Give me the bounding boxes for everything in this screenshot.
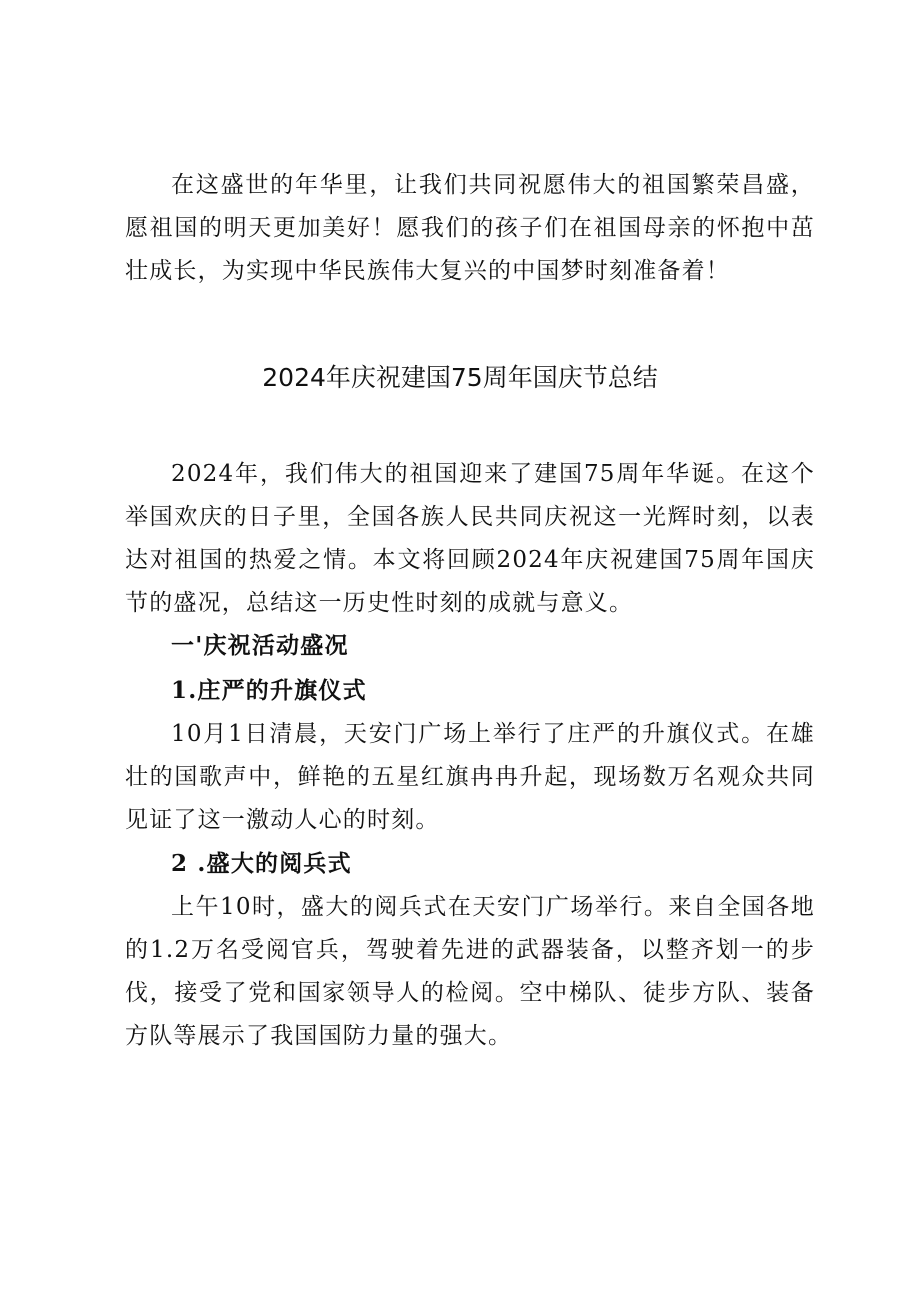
intro-paragraph: 在这盛世的年华里，让我们共同祝愿伟大的祖国繁荣昌盛，愿祖国的明天更加美好！愿我们的孩子们在祖国母亲的怀抱中茁壮成长，为实现中华民族伟大复兴的中国梦时刻准备着！ (125, 172, 815, 284)
opening-paragraph: 2024年，我们伟大的祖国迎来了建国75周年华诞。在这个举国欢庆的日子里，全国各族人民共同庆祝这一光辉时刻，以表达对祖国的热爱之情。本文将回顾2024年庆祝建国75周年国庆节的盛况，总结这一历史性时刻的成就与意义。 (125, 461, 815, 616)
document-title: 2024年庆祝建国75周年国庆节总结 (262, 363, 658, 392)
parade-paragraph: 上午10时，盛大的阅兵式在天安门广场举行。来自全国各地的1.2万名受阅官兵，驾驶着先进的武器装备，以整齐划一的步伐，接受了党和国家领导人的检阅。空中梯队、徒步方队、装备方队等展示了我国国防力量的强大。 (125, 894, 815, 1049)
subsection-heading-flag-raising: 1.庄严的升旗仪式 (171, 677, 367, 704)
section-heading-celebrations: 一'庆祝活动盛况 (171, 632, 349, 659)
subsection-heading-parade: 2 .盛大的阅兵式 (171, 850, 352, 877)
flag-raising-paragraph: 10月1日清晨，天安门广场上举行了庄严的升旗仪式。在雄壮的国歌声中，鲜艳的五星红旗冉冉升起，现场数万名观众共同见证了这一激动人心的时刻。 (125, 721, 815, 833)
